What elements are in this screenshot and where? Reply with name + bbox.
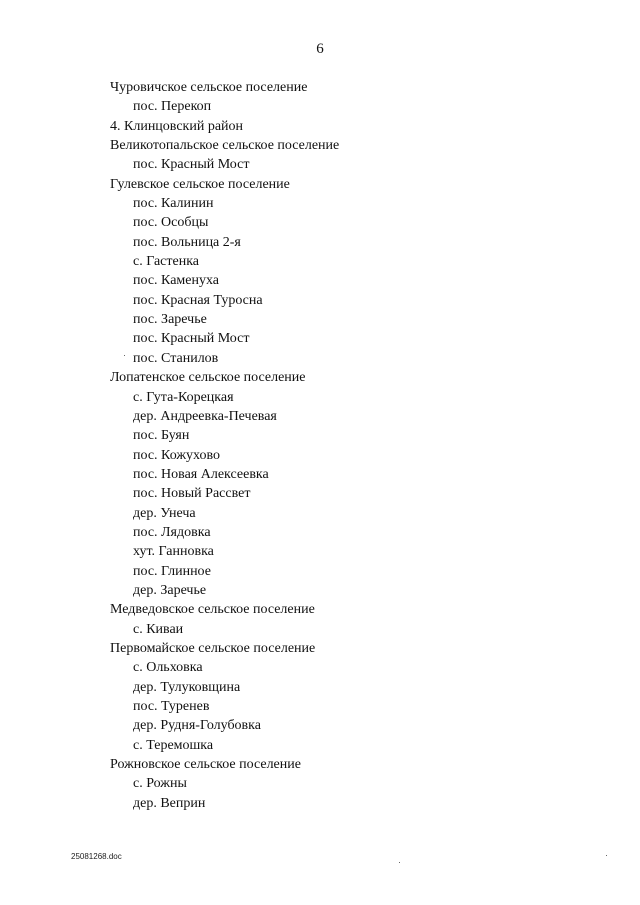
section-heading: Медведовское сельское поселение bbox=[110, 602, 315, 618]
settlement-item: пос. Буян bbox=[133, 428, 190, 444]
page-number: 6 bbox=[316, 41, 324, 57]
section-heading: Гулевское сельское поселение bbox=[110, 176, 290, 192]
section-heading: 4. Клинцовский район bbox=[110, 118, 244, 134]
scan-speck bbox=[399, 862, 400, 863]
settlement-item: дер. Веприн bbox=[133, 795, 206, 811]
settlement-item: дер. Андреевка-Печевая bbox=[133, 408, 277, 424]
settlement-item: пос. Глинное bbox=[133, 563, 211, 579]
settlement-item: пос. Новая Алексеевка bbox=[133, 466, 269, 482]
settlement-item: пос. Перекоп bbox=[133, 99, 212, 115]
settlement-item: пос. Калинин bbox=[133, 196, 214, 212]
file-name-footer: 25081268.doc bbox=[71, 852, 122, 861]
settlement-item: дер. Тулуковщина bbox=[133, 679, 241, 695]
settlement-item: пос. Красная Туросна bbox=[133, 292, 263, 308]
scan-speck bbox=[606, 855, 607, 856]
settlement-item: пос. Новый Рассвет bbox=[133, 486, 251, 502]
section-heading: Чуровичское сельское поселение bbox=[110, 80, 308, 95]
settlement-item: пос. Туренев bbox=[133, 699, 210, 714]
settlement-item: дер. Заречье bbox=[133, 582, 207, 598]
settlement-item: пос. Заречье bbox=[133, 312, 207, 328]
settlement-item: дер. Унеча bbox=[133, 505, 196, 521]
scan-speck bbox=[124, 355, 125, 356]
section-heading: Рожновское сельское поселение bbox=[110, 757, 301, 773]
settlement-item: с. Ольховка bbox=[133, 660, 203, 676]
settlement-item: пос. Каменуха bbox=[133, 273, 220, 289]
settlement-item: пос. Лядовка bbox=[133, 524, 211, 540]
section-heading: Лопатенское сельское поселение bbox=[110, 370, 306, 386]
settlement-item: с. Рожны bbox=[133, 776, 187, 792]
settlement-item: с. Гастенка bbox=[133, 254, 200, 270]
settlement-item: дер. Рудня-Голубовка bbox=[133, 718, 261, 734]
settlement-item: пос. Кожухово bbox=[133, 447, 221, 463]
settlement-item: пос. Станилов bbox=[133, 350, 219, 366]
settlement-item: хут. Ганновка bbox=[133, 544, 214, 560]
section-heading: Первомайское сельское поселение bbox=[110, 640, 316, 656]
settlement-item: с. Теремошка bbox=[133, 737, 214, 753]
section-heading: Великотопальское сельское поселение bbox=[110, 138, 340, 154]
settlement-item: пос. Вольница 2-я bbox=[133, 234, 241, 250]
settlement-item: пос. Красный Мост bbox=[133, 331, 250, 347]
settlement-item: пос. Красный Мост bbox=[133, 157, 250, 173]
settlement-list bbox=[0, 78, 640, 813]
settlement-item: с. Гута-Корецкая bbox=[133, 389, 234, 405]
settlement-item: пос. Особцы bbox=[133, 215, 209, 231]
settlement-item: с. Киваи bbox=[133, 621, 184, 637]
